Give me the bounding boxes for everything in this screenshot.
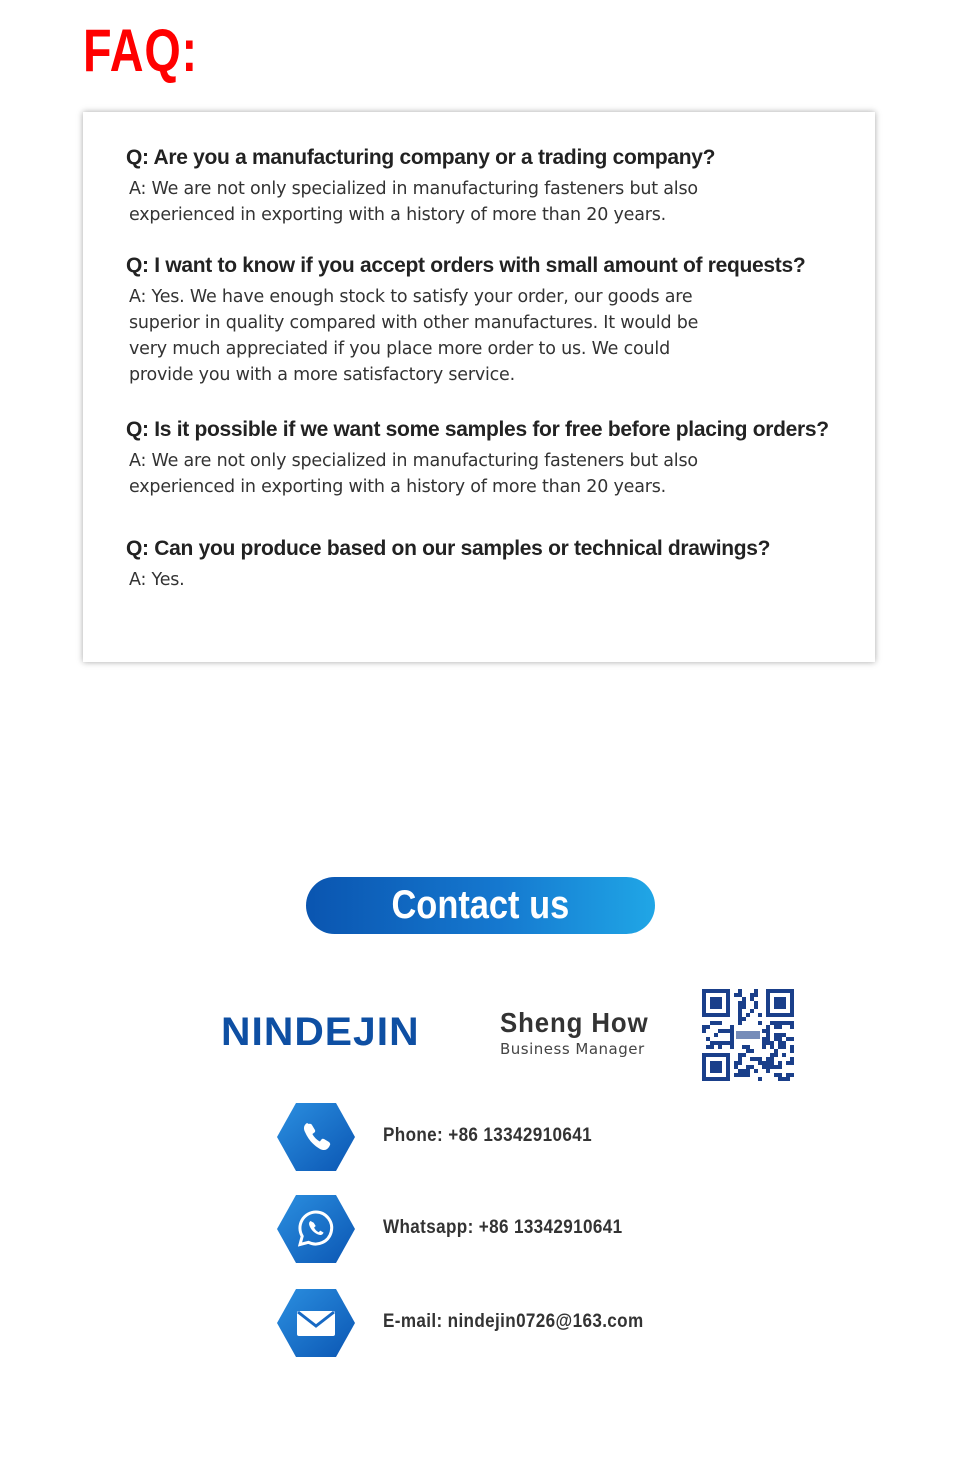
contact-phone-row <box>277 1103 697 1173</box>
answer-line: A: Yes. We have enough stock to satisfy your order, our goods are <box>129 287 693 307</box>
phone-text[interactable]: Phone: +86 13342910641 <box>383 1125 592 1146</box>
contact-us-banner <box>306 877 655 934</box>
faq-title: FAQ: <box>83 17 198 84</box>
answer-line: very much appreciated if you place more order to us. We could <box>129 339 671 359</box>
email-text[interactable]: E-mail: nindejin0726@163.com <box>383 1311 644 1332</box>
faq-item <box>126 535 846 593</box>
answer-line: experienced in exporting with a history of more than 20 years. <box>129 205 667 225</box>
faq-answer <box>129 567 769 593</box>
whatsapp-text[interactable]: Whatsapp: +86 13342910641 <box>383 1217 623 1238</box>
faq-item <box>126 144 846 228</box>
faq-question: Q: Are you a manufacturing company or a trading company? <box>126 146 716 169</box>
faq-question: Q: Is it possible if we want some samples for free before placing orders? <box>126 418 829 441</box>
contact-email-row <box>277 1289 697 1359</box>
qr-code-icon <box>702 989 794 1081</box>
faq-item <box>126 416 846 500</box>
faq-answer <box>129 284 769 388</box>
faq-item <box>126 252 846 388</box>
whatsapp-icon <box>277 1195 355 1263</box>
contact-person-role: Business Manager <box>500 1040 645 1058</box>
brand-logo <box>221 1010 467 1054</box>
envelope-icon <box>277 1289 355 1357</box>
answer-line: A: We are not only specialized in manufacturing fasteners but also <box>129 179 698 199</box>
answer-line: superior in quality compared with other manufactures. It would be <box>129 313 699 333</box>
answer-line: experienced in exporting with a history of more than 20 years. <box>129 477 667 497</box>
answer-line: A: Yes. <box>129 570 185 590</box>
contact-whatsapp-row <box>277 1195 697 1265</box>
answer-line: A: We are not only specialized in manufacturing fasteners but also <box>129 451 698 471</box>
faq-card <box>83 112 875 662</box>
faq-answer <box>129 448 769 500</box>
faq-question: Q: Can you produce based on our samples or technical drawings? <box>126 537 771 560</box>
contact-us-heading: Contact us <box>391 883 570 927</box>
phone-icon <box>277 1103 355 1171</box>
faq-answer <box>129 176 769 228</box>
brand-logo-text: NINDEJIN <box>221 1009 420 1054</box>
faq-question: Q: I want to know if you accept orders with small amount of requests? <box>126 254 806 277</box>
answer-line: provide you with a more satisfactory service. <box>129 365 515 385</box>
contact-person-name: Sheng How <box>500 1007 649 1038</box>
